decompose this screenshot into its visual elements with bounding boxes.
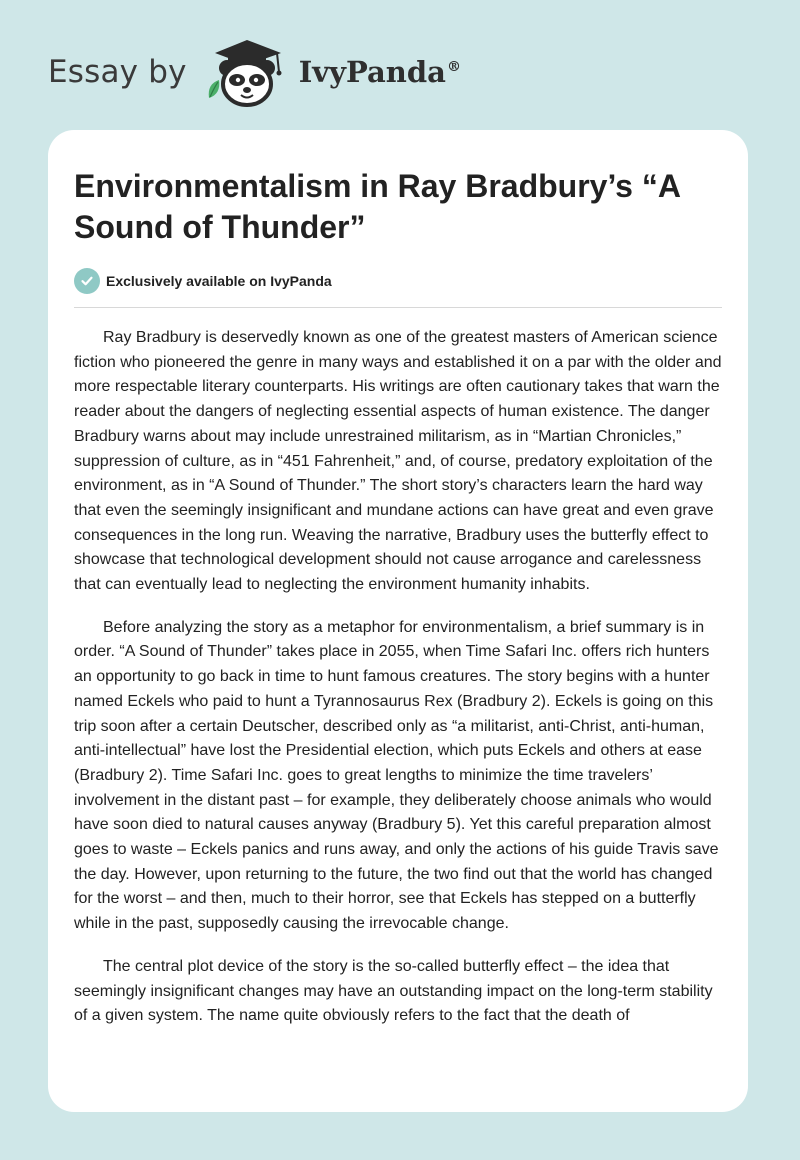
brand-name-text: IvyPanda xyxy=(298,55,446,89)
panda-graduate-icon xyxy=(203,36,295,108)
essay-title: Environmentalism in Ray Bradbury’s “A Sound of Thunder” xyxy=(74,168,680,245)
essay-paragraph: Ray Bradbury is deservedly known as one of the greatest masters of American science fiction who pioneered the genre in many ways and established it on a par with the older and more respectable literary counterparts. His writings are often cautionary takes that warn the reader about the dangers of neglecting essential aspects of human existence. The danger Bradbury warns about may include unrestrained militarism, as in “Martian Chronicles,” suppression of culture, as in “451 Fahrenheit,” and, of course, predatory exploitation of the environment, as in “A Sound of Thunder.” The short story’s characters learn the hard way that even the seemingly insignificant and mundane actions can have great and even grave consequences in the long run. Weaving the narrative, Bradbury uses the butterfly effect to showcase that technological development should not cause arrogance and carelessness that can eventually lead to neglecting the environment humanity inhabits. xyxy=(74,329,722,594)
essay-card xyxy=(48,130,748,1112)
registered-mark: ® xyxy=(446,59,461,76)
checkmark-icon xyxy=(74,268,100,294)
essay-body xyxy=(74,326,722,1029)
essay-paragraph: The central plot device of the story is the so-called butterfly effect – the idea that seemingly insignificant changes may have an outstanding impact on the long-term stability of a given system. The name quite obviously refers to the fact that the death of xyxy=(74,957,713,1025)
exclusive-label: Exclusively available on IvyPanda xyxy=(106,273,332,289)
title-divider xyxy=(74,307,722,308)
site-header-brand[interactable] xyxy=(48,36,461,108)
brand-prefix: Essay by xyxy=(48,54,187,90)
exclusive-badge-row xyxy=(74,268,722,294)
essay-paragraph: Before analyzing the story as a metaphor for environmentalism, a brief summary is in order. “A Sound of Thunder” takes place in 2055, when Time Safari Inc. offers rich hunters an opportunity to go back in time to hunt famous creatures. The story begins with a hunter named Eckels who paid to hunt a Tyrannosaurus Rex (Bradbury 2). Eckels is going on this trip soon after a certain Deutscher, described only as “a militarist, anti-Christ, anti-human, anti-intellectual” have lost the Presidential election, which puts Eckels and others at ease (Bradbury 2). Time Safari Inc. goes to great lengths to minimize the time travelers’ involvement in the distant past – for example, they deliberately choose animals who would have soon died to natural causes anyway (Bradbury 5). Yet this careful preparation almost goes to waste – Eckels panics and runs away, and only the actions of his guide Travis save the day. However, upon returning to the future, the two find out that the world has changed for the worst – and then, much to their horror, see that Eckels has stepped on a butterfly while in the past, supposedly causing the irrevocable change. xyxy=(74,618,719,933)
brand-name xyxy=(299,55,461,89)
